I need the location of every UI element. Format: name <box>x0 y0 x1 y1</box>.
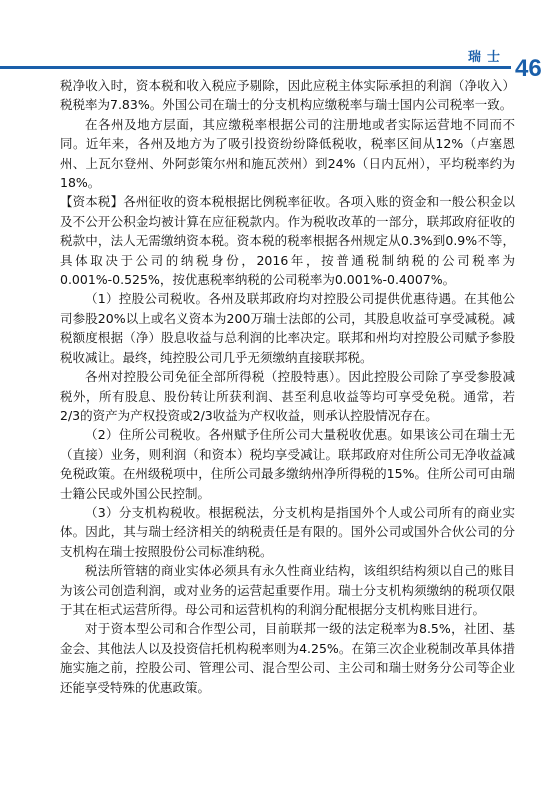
page-number: 46 <box>515 55 542 82</box>
paragraph-branch-tax: （3）分支机构税收。根据税法，分支机构是指国外个人或公司所有的商业实体。因此，其与瑞士经济相关的纳税责任是有限的。国外公司或国外合伙公司的分支机构在瑞士按照股份公司标准纳税。 <box>60 504 515 559</box>
paragraph-holding-company: （1）控股公司税收。各州及联邦政府均对控股公司提供优惠待遇。在其他公司参股20%以上或名义资本为200万瑞士法郎的公司，其股息收益可享受减税。减税额度根据（净）股息收益与总利润的比率决定。联邦和州均对控股公司赋予参股税收减让。最终，纯控股公司几乎无须缴纳直接联邦税。 <box>60 291 515 365</box>
paragraph-domicile-company: （2）住所公司税收。各州赋予住所公司大量税收优惠。如果该公司在瑞士无（直接）业务，则利润（和资本）税均享受减让。联邦政府对住所公司无净收益减免税政策。在州级税项中，住所公司最多缴纳州净所得税的15%。住所公司可由瑞士籍公民或外国公民控制。 <box>60 427 515 501</box>
paragraph-statutory-rate: 对于资本型公司和合作型公司，目前联邦一级的法定税率为8.5%，社团、基金会、其他法人以及投资信托机构税率则为4.25%。在第三次企业税制改革具体措施实施之前，控股公司、管理公司、混合型公司、主公司和瑞士财务分公司等企业还能享受特殊的优惠政策。 <box>60 621 515 695</box>
body-text <box>60 76 515 697</box>
paragraph-local-tax: 在各州及地方层面，其应缴税率根据公司的注册地或者实际运营地不同而不同。近年来，各州及地方为了吸引投资纷纷降低税收，税率区间从12%（卢塞恩州、上瓦尔登州、外阿彭策尔州和施瓦茨州）到24%（日内瓦州），平均税率约为18%。 <box>60 116 515 191</box>
paragraph-business-entity: 税法所管辖的商业实体必须具有永久性商业结构，该组织结构须以自己的账目为该公司创造利润，或对业务的运营起重要作用。瑞士分支机构须缴纳的税项仅限于其在柜式运营所得。母公司和运营机构的利润分配根据分支机构账目进行。 <box>60 563 515 617</box>
paragraph-capital-tax: 【资本税】各州征收的资本税根据比例税率征收。各项入账的资金和一般公积金以及不公开公积金均被计算在应征税款内。作为税收改革的一部分，联邦政府征收的税款中，法人无需缴纳资本税。资本税的税率根据各州规定从0.3%到0.9%不等，具体取决于公司的纳税身份，2016年，按普通税制纳税的公司税率为0.001%-0.525%，按优惠税率纳税的公司税率为0.001%-0.4007%。 <box>60 194 515 288</box>
section-title: 瑞士 <box>468 50 507 65</box>
header-rule <box>0 66 511 69</box>
paragraph-holding-exemption: 各州对控股公司免征全部所得税（控股特惠）。因此控股公司除了享受参股减税外，所有股息、股份转让所获利润、甚至利息收益等均可享受免税。通常，若2/3的资产为产权投资或2/3收益为产权收益，则承认控股情况存在。 <box>60 369 515 423</box>
paragraph-continuation: 税净收入时，资本税和收入税应予剔除，因此应税主体实际承担的利润（净收入）税税率为7.83%。外国公司在瑞士的分支机构应缴税率与瑞士国内公司税率一致。 <box>60 78 515 113</box>
